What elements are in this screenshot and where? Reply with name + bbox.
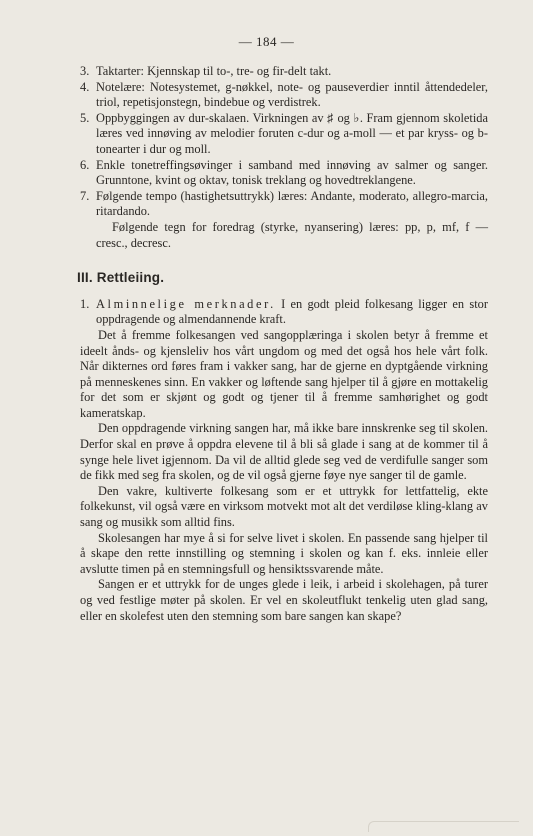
- item-number: 5.: [80, 110, 90, 125]
- item-text: Enkle tonetreffingsøvinger i samband med innøving av salmer og sanger. Grunntone, kvint og oktav, tonisk treklang og hovedtreklangene.: [96, 157, 488, 188]
- body-paragraphs: [80, 328, 488, 624]
- item-text: Notelære: Notesystemet, g-nøkkel, note- og pauseverdier inntil åttendedeler, triol, repetisjonstegn, bindebue og verdistrek.: [96, 79, 488, 110]
- item-text: Følgende tempo (hastighetsuttrykk) læres: Andante, moderato, allegro-marcia, ritardando.: [96, 188, 488, 219]
- page-number: — 184 —: [238, 34, 295, 49]
- item-number: 3.: [80, 64, 90, 78]
- item-text: Oppbyggingen av dur-skalaen. Virkningen av ♯ og ♭. Fram gjennom skoletida læres ved innøving av melodier foruten c-dur og a-moll — et par kryss- og b-tonearter i dur og moll.: [96, 110, 488, 156]
- list-item-4: [80, 80, 488, 111]
- list-item-3: [80, 64, 488, 80]
- spaced-title: Alminnelige merknader.: [96, 296, 276, 311]
- paragraph: Skolesangen har mye å si for selve livet i skolen. En passende sang hjelper til å skape den rette innstilling og stemning i skolen og kan f. eks. innleie eller avslutte timen på en stemningsfull og hensiktssvarende måte.: [80, 530, 488, 576]
- item-text: Taktarter: Kjennskap til to-, tre- og fir-delt takt.: [96, 64, 332, 78]
- paragraph: Den oppdragende virkning sangen har, må ikke bare innskrenke seg til skolen. Derfor skal en prøve å oppdra elevene til å bli så glade i sang at de kommer til å synge hele livet igjennom. Da vil de alltid glede seg ved de verdifulle sanger som de fikk med seg fra skolen, og de vil også gjerne føye nye sanger til de gamle.: [80, 421, 488, 483]
- first-sentence: I en godt pleid folkesang ligger en stor oppdragende og almendannende kraft.: [96, 296, 488, 327]
- item-continuation: Følgende tegn for foredrag (styrke, nyansering) læres: pp, p, mf, f — cresc., decresc.: [96, 219, 488, 250]
- page-content: [77, 64, 488, 624]
- paragraph: Sangen er et uttrykk for de unges glede i leik, i arbeid i skolehagen, på turer og ved festlige møter på skolen. Er vel en skoleutflukt tenkelig uten glad sang, eller en skolefest uten den stemning som bare sangen kan skape?: [80, 577, 488, 623]
- item-text: [96, 297, 488, 328]
- page-corner-mark: [368, 821, 519, 832]
- item-number: 4.: [80, 79, 90, 94]
- list-item-6: [80, 158, 488, 189]
- rettleiing-item-1: [80, 297, 488, 328]
- item-number: 7.: [80, 188, 90, 203]
- paragraph: Den vakre, kultiverte folkesang som er et uttrykk for lettfattelig, ekte folkekunst, vil også være en virksom motvekt mot alt det verdiløse kling-klang av sang og musikk som alltid fins.: [80, 483, 488, 530]
- list-item-7: [80, 189, 488, 251]
- paragraph: Det å fremme folkesangen ved sangopplæringa i skolen betyr å fremme et ideelt ånds- og kjensleliv hos vårt ungdom og med det også hos hele vårt folk. Når dikternes ord føres fram i vakker sang, har de gjerne en dyptgående virkning på menneskenes sinn. En vakker og løftende sang hjelper til å gjøre en mottakelig for det som er skjønt og godt og tjener til å fremme samhørighet og godt kameratskap.: [80, 327, 488, 420]
- section-heading: III. Rettleiing.: [77, 270, 165, 286]
- item-number: 1.: [80, 296, 90, 311]
- item-number: 6.: [80, 157, 90, 172]
- list-item-5: [80, 111, 488, 158]
